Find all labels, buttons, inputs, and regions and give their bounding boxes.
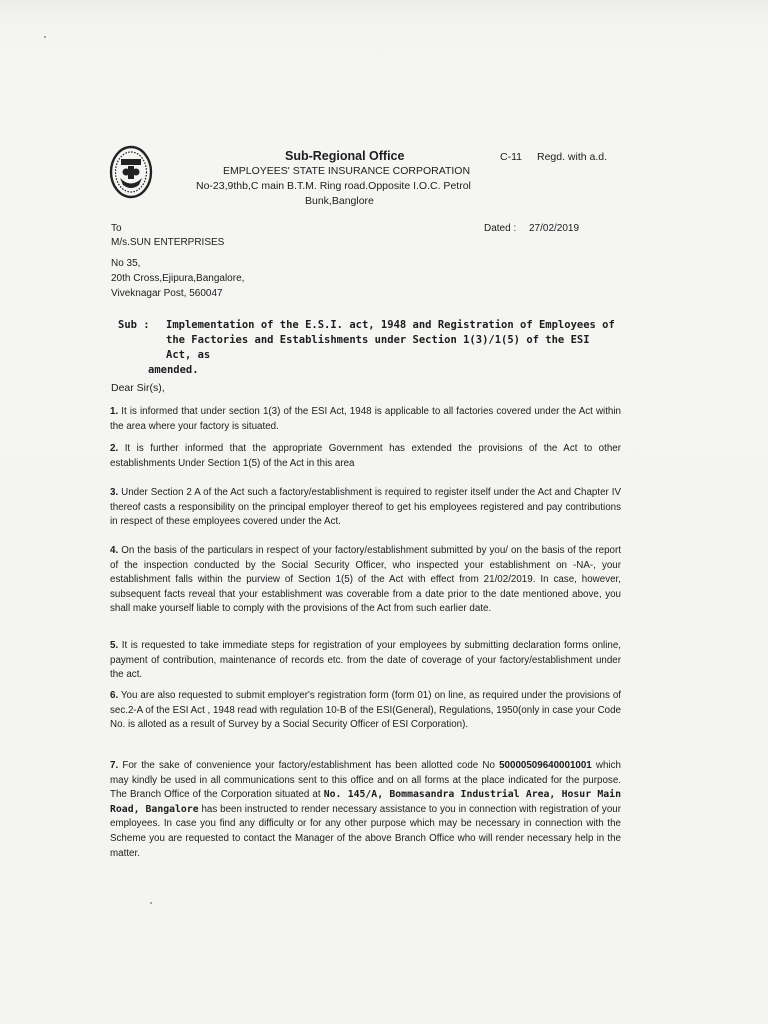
addressee-address-line: 20th Cross,Ejipura,Bangalore, xyxy=(111,273,245,284)
paragraph-text: For the sake of convenience your factory/establishment has been allotted code No xyxy=(122,760,495,771)
salutation: Dear Sir(s), xyxy=(111,382,165,394)
paragraph-text: You are also requested to submit employer's registration form (form 01) on line, as required under the provisions of sec.2-A of the ESI Act , 1948 read with regulation 10-B of the ESI(General), Regulations, 1950(only in case your Code No. is alloted as a result of Survey by a Social Security Officer of ESI Corporation). xyxy=(110,690,621,731)
paragraph-number: 4. xyxy=(110,545,119,556)
paragraph-4 xyxy=(110,544,621,617)
scan-speck xyxy=(44,36,46,38)
form-code: C-11 xyxy=(500,151,522,163)
dispatch-mode: Regd. with a.d. xyxy=(537,151,608,163)
paragraph-number: 6. xyxy=(110,690,119,701)
addressee-address-line: No 35, xyxy=(111,258,141,269)
addressee-address-line: Viveknagar Post, 560047 xyxy=(111,288,223,299)
paragraph-text: It is further informed that the appropriate Government has extended the provisions of the Act to other establishments Under Section 1(5) of the Act in this area xyxy=(110,443,621,469)
paragraph-text: Under Section 2 A of the Act such a factory/establishment is required to register itself under the Act and Chapter IV thereof casts a responsibility on the principal employer thereof to get his employees registered and pay contributions in respect of these employees covered under the Act. xyxy=(110,487,622,528)
paragraph-text: It is informed that under section 1(3) of the ESI Act, 1948 is applicable to all factories covered under the Act within the area where your factory is situated. xyxy=(110,406,621,432)
paragraph-6 xyxy=(110,689,621,733)
paragraph-2 xyxy=(110,442,621,471)
paragraph-number: 5. xyxy=(110,640,119,651)
paragraph-text: It is requested to take immediate steps for registration of your employees by submitting declaration forms online, payment of contribution, maintenance of records etc. from the date of coverage of your factory/establishment under the act. xyxy=(110,640,621,681)
paragraph-number: 2. xyxy=(110,443,119,454)
dated-value: 27/02/2019 xyxy=(529,223,580,234)
subject-block xyxy=(118,318,620,378)
paragraph-5 xyxy=(110,639,621,683)
office-address-line2: Bunk,Banglore xyxy=(305,195,374,207)
subject-label: Sub : xyxy=(118,319,150,331)
subject-line: the Factories and Establishments under Section 1(3)/1(5) of the ESI Act, as xyxy=(166,334,590,361)
office-address-line1: No-23,9thb,C main B.T.M. Ring road.Opposite I.O.C. Petrol xyxy=(196,180,471,192)
paragraph-7 xyxy=(110,759,621,861)
subject-line: amended. xyxy=(148,364,199,376)
office-title: Sub-Regional Office xyxy=(285,149,405,163)
subject-line: Implementation of the E.S.I. act, 1948 and Registration of Employees of xyxy=(166,319,615,331)
organization-name: EMPLOYEES' STATE INSURANCE CORPORATION xyxy=(223,165,471,177)
addressee-name: M/s.SUN ENTERPRISES xyxy=(111,237,225,248)
paragraph-number: 1. xyxy=(110,406,119,417)
paragraph-text: which may kindly be used in all communications sent to this office and on all forms at the place indicated for the purpose. The Branch Office of the Corporation situated at xyxy=(110,760,621,801)
branch-office-address: No. 145/A, Bommasandra Industrial Area, Hosur Main Road, Bangalore xyxy=(110,789,621,815)
paragraph-number: 3. xyxy=(110,487,119,498)
paragraph-1 xyxy=(110,405,621,434)
esic-emblem-icon xyxy=(109,145,153,199)
dated-label: Dated : xyxy=(484,223,517,234)
paragraph-text: has been instructed to render necessary assistance to you in connection with registration of your employees. In case you find any difficulty or for any other purpose which may be necessary in connection with the Scheme you are requested to contact the Manager of the above Branch Office who will render necessary help in the matter. xyxy=(110,803,621,859)
paragraph-text: On the basis of the particulars in respect of your factory/establishment submitted by you/ on the basis of the report of the inspection conducted by the Social Security Officer, who inspected your establishment on -NA-, your establishment falls within the purview of Section 1(5) of the Act with effect from 21/02/2019. In case, however, subsequent facts reveal that your establishment was coverable from a date prior to the date mentioned above, you shall make yourself liable to comply with the provisions of the Act from such earlier date. xyxy=(110,545,621,615)
paragraph-number: 7. xyxy=(110,760,119,771)
scan-speck xyxy=(150,902,152,904)
employer-code-number: 50000509640001001 xyxy=(499,760,592,771)
to-label: To xyxy=(111,223,122,234)
paragraph-3 xyxy=(110,486,621,530)
